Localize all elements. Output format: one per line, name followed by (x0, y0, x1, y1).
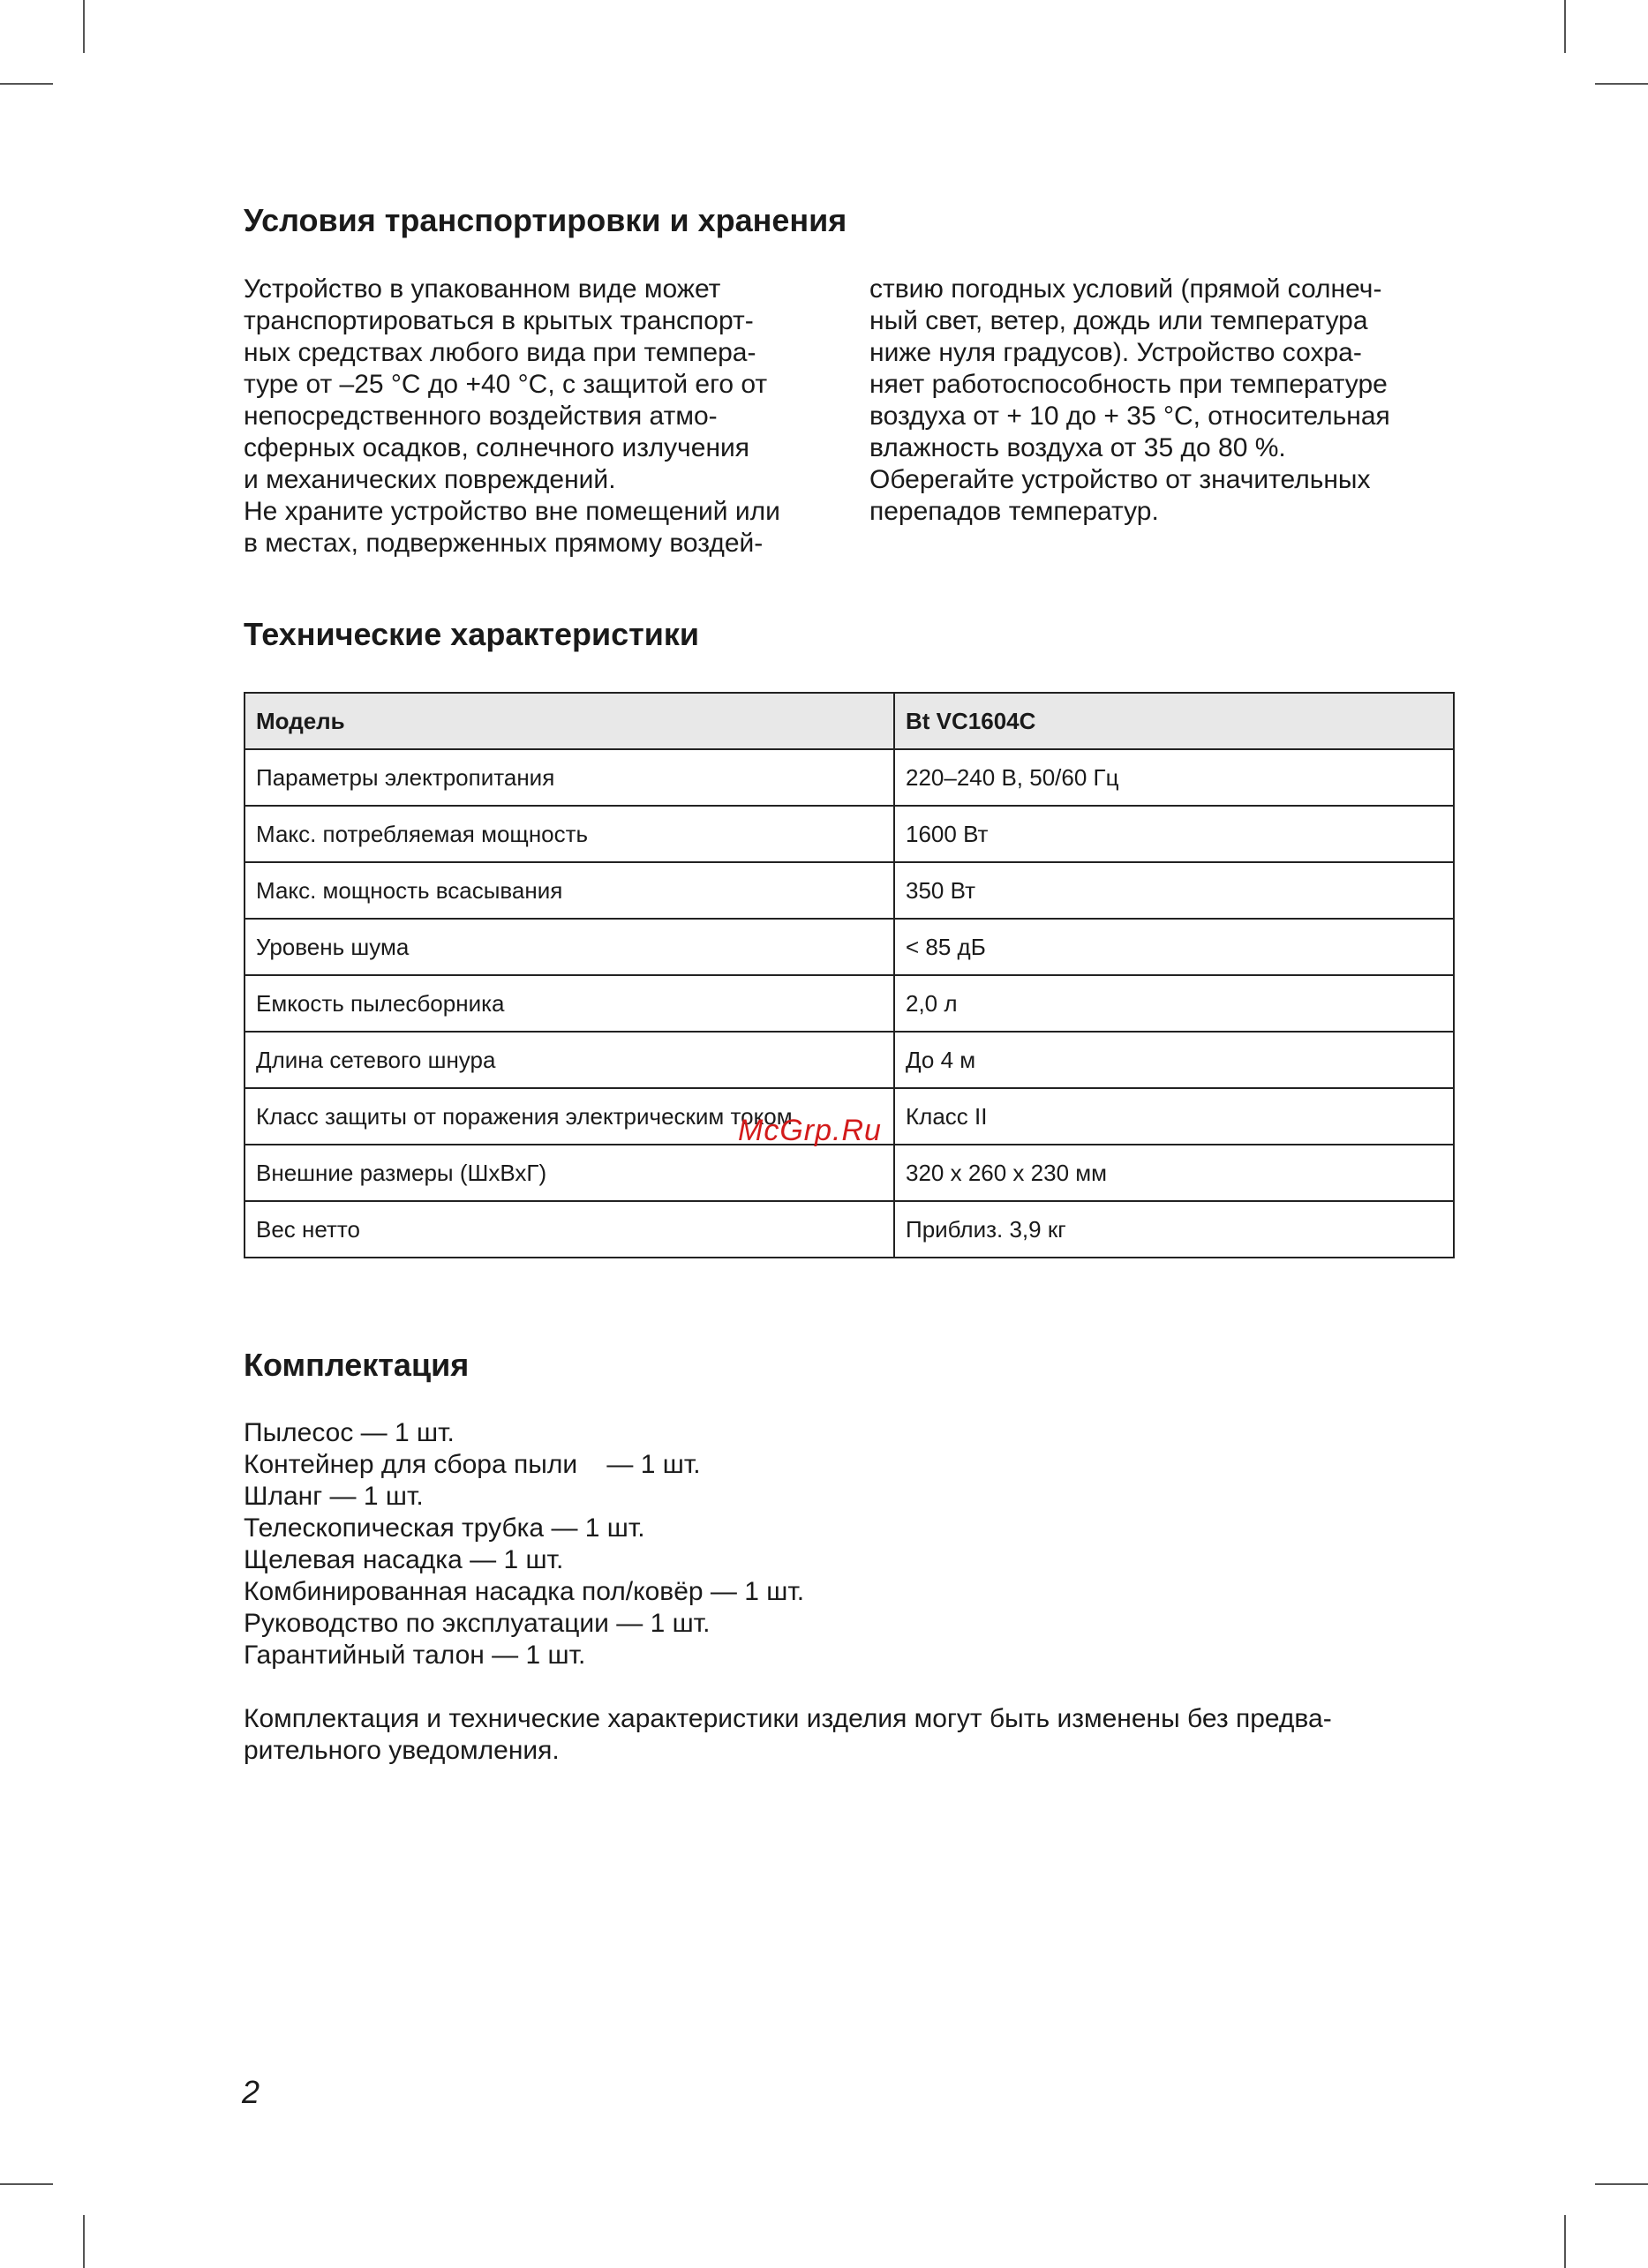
crop-mark (0, 2183, 53, 2185)
page-number: 2 (242, 2074, 260, 2110)
text-line: непосредственного воздействия атмо- (244, 402, 718, 431)
text-line: и механических повреждений. (244, 465, 616, 494)
table-cell: Емкость пылесборника (245, 975, 894, 1032)
table-header-cell: Bt VC1604C (894, 693, 1454, 749)
crop-mark (1595, 83, 1648, 85)
transport-column-left (244, 274, 780, 559)
table-cell: Длина сетевого шнура (245, 1032, 894, 1088)
text-line: перепадов температур. (869, 497, 1159, 526)
table-cell: Приблиз. 3,9 кг (894, 1201, 1454, 1258)
table-cell: Макс. мощность всасывания (245, 862, 894, 919)
table-row (245, 749, 1454, 806)
list-item: Пылесос — 1 шт. (244, 1418, 455, 1447)
text-line: в местах, подверженных прямому воздей- (244, 529, 764, 558)
kit-list (244, 1417, 804, 1671)
table-cell: Параметры электропитания (245, 749, 894, 806)
crop-mark (1564, 2215, 1566, 2268)
table-cell: Внешние размеры (ШхВхГ) (245, 1145, 894, 1201)
crop-mark (1595, 2183, 1648, 2185)
table-cell: Класс защиты от поражения электрическим током (245, 1088, 894, 1145)
text-line: ных средствах любого вида при темпера- (244, 338, 756, 367)
table-row (245, 1145, 1454, 1201)
table-row (245, 975, 1454, 1032)
watermark: McGrp.Ru (738, 1114, 882, 1147)
table-row (245, 1032, 1454, 1088)
text-line: Устройство в упакованном виде может (244, 274, 721, 304)
transport-column-right (869, 274, 1390, 528)
specs-heading: Технические характеристики (244, 616, 700, 652)
text-line: туре от –25 °С до +40 °С, с защитой его от (244, 370, 768, 399)
text-line: транспортироваться в крытых транспорт- (244, 306, 754, 335)
text-line: няет работоспособность при температуре (869, 370, 1388, 399)
table-cell: До 4 м (894, 1032, 1454, 1088)
table-row (245, 1201, 1454, 1258)
list-item: Шланг — 1 шт. (244, 1482, 424, 1511)
list-item: Контейнер для сбора пыли — 1 шт. (244, 1450, 701, 1479)
table-cell: Вес нетто (245, 1201, 894, 1258)
transport-heading: Условия транспортировки и хранения (244, 202, 847, 238)
table-cell: 1600 Вт (894, 806, 1454, 862)
crop-mark (0, 83, 53, 85)
text-line: влажность воздуха от 35 до 80 %. (869, 433, 1286, 462)
list-item: Гарантийный талон — 1 шт. (244, 1641, 586, 1670)
text-line: Не храните устройство вне помещений или (244, 497, 780, 526)
table-row (245, 919, 1454, 975)
table-cell: Макс. потребляемая мощность (245, 806, 894, 862)
list-item: Руководство по эксплуатации — 1 шт. (244, 1609, 711, 1638)
kit-note (244, 1703, 1332, 1767)
text-line: Комплектация и технические характеристики изделия могут быть изменены без предва- (244, 1704, 1332, 1733)
text-line: ный свет, ветер, дождь или температура (869, 306, 1368, 335)
text-line: воздуха от + 10 до + 35 °С, относительная (869, 402, 1390, 431)
table-header-row (245, 693, 1454, 749)
text-line: Оберегайте устройство от значительных (869, 465, 1371, 494)
table-row (245, 806, 1454, 862)
table-cell: 350 Вт (894, 862, 1454, 919)
table-header-cell: Модель (245, 693, 894, 749)
table-cell: < 85 дБ (894, 919, 1454, 975)
table-cell: Класс II (894, 1088, 1454, 1145)
list-item: Щелевая насадка — 1 шт. (244, 1545, 564, 1574)
crop-mark (1564, 0, 1566, 53)
text-line: ствию погодных условий (прямой солнеч- (869, 274, 1382, 304)
table-cell: 220–240 В, 50/60 Гц (894, 749, 1454, 806)
kit-heading: Комплектация (244, 1347, 470, 1383)
crop-mark (83, 0, 85, 53)
list-item: Комбинированная насадка пол/ковёр — 1 шт. (244, 1577, 805, 1606)
text-line: сферных осадков, солнечного излучения (244, 433, 750, 462)
text-line: ниже нуля градусов). Устройство сохра- (869, 338, 1362, 367)
list-item: Телескопическая трубка — 1 шт. (244, 1513, 645, 1543)
table-row (245, 862, 1454, 919)
text-line: рительного уведомления. (244, 1736, 560, 1765)
crop-mark (83, 2215, 85, 2268)
table-cell: Уровень шума (245, 919, 894, 975)
table-cell: 320 x 260 x 230 мм (894, 1145, 1454, 1201)
specs-table (244, 692, 1455, 1258)
table-cell: 2,0 л (894, 975, 1454, 1032)
